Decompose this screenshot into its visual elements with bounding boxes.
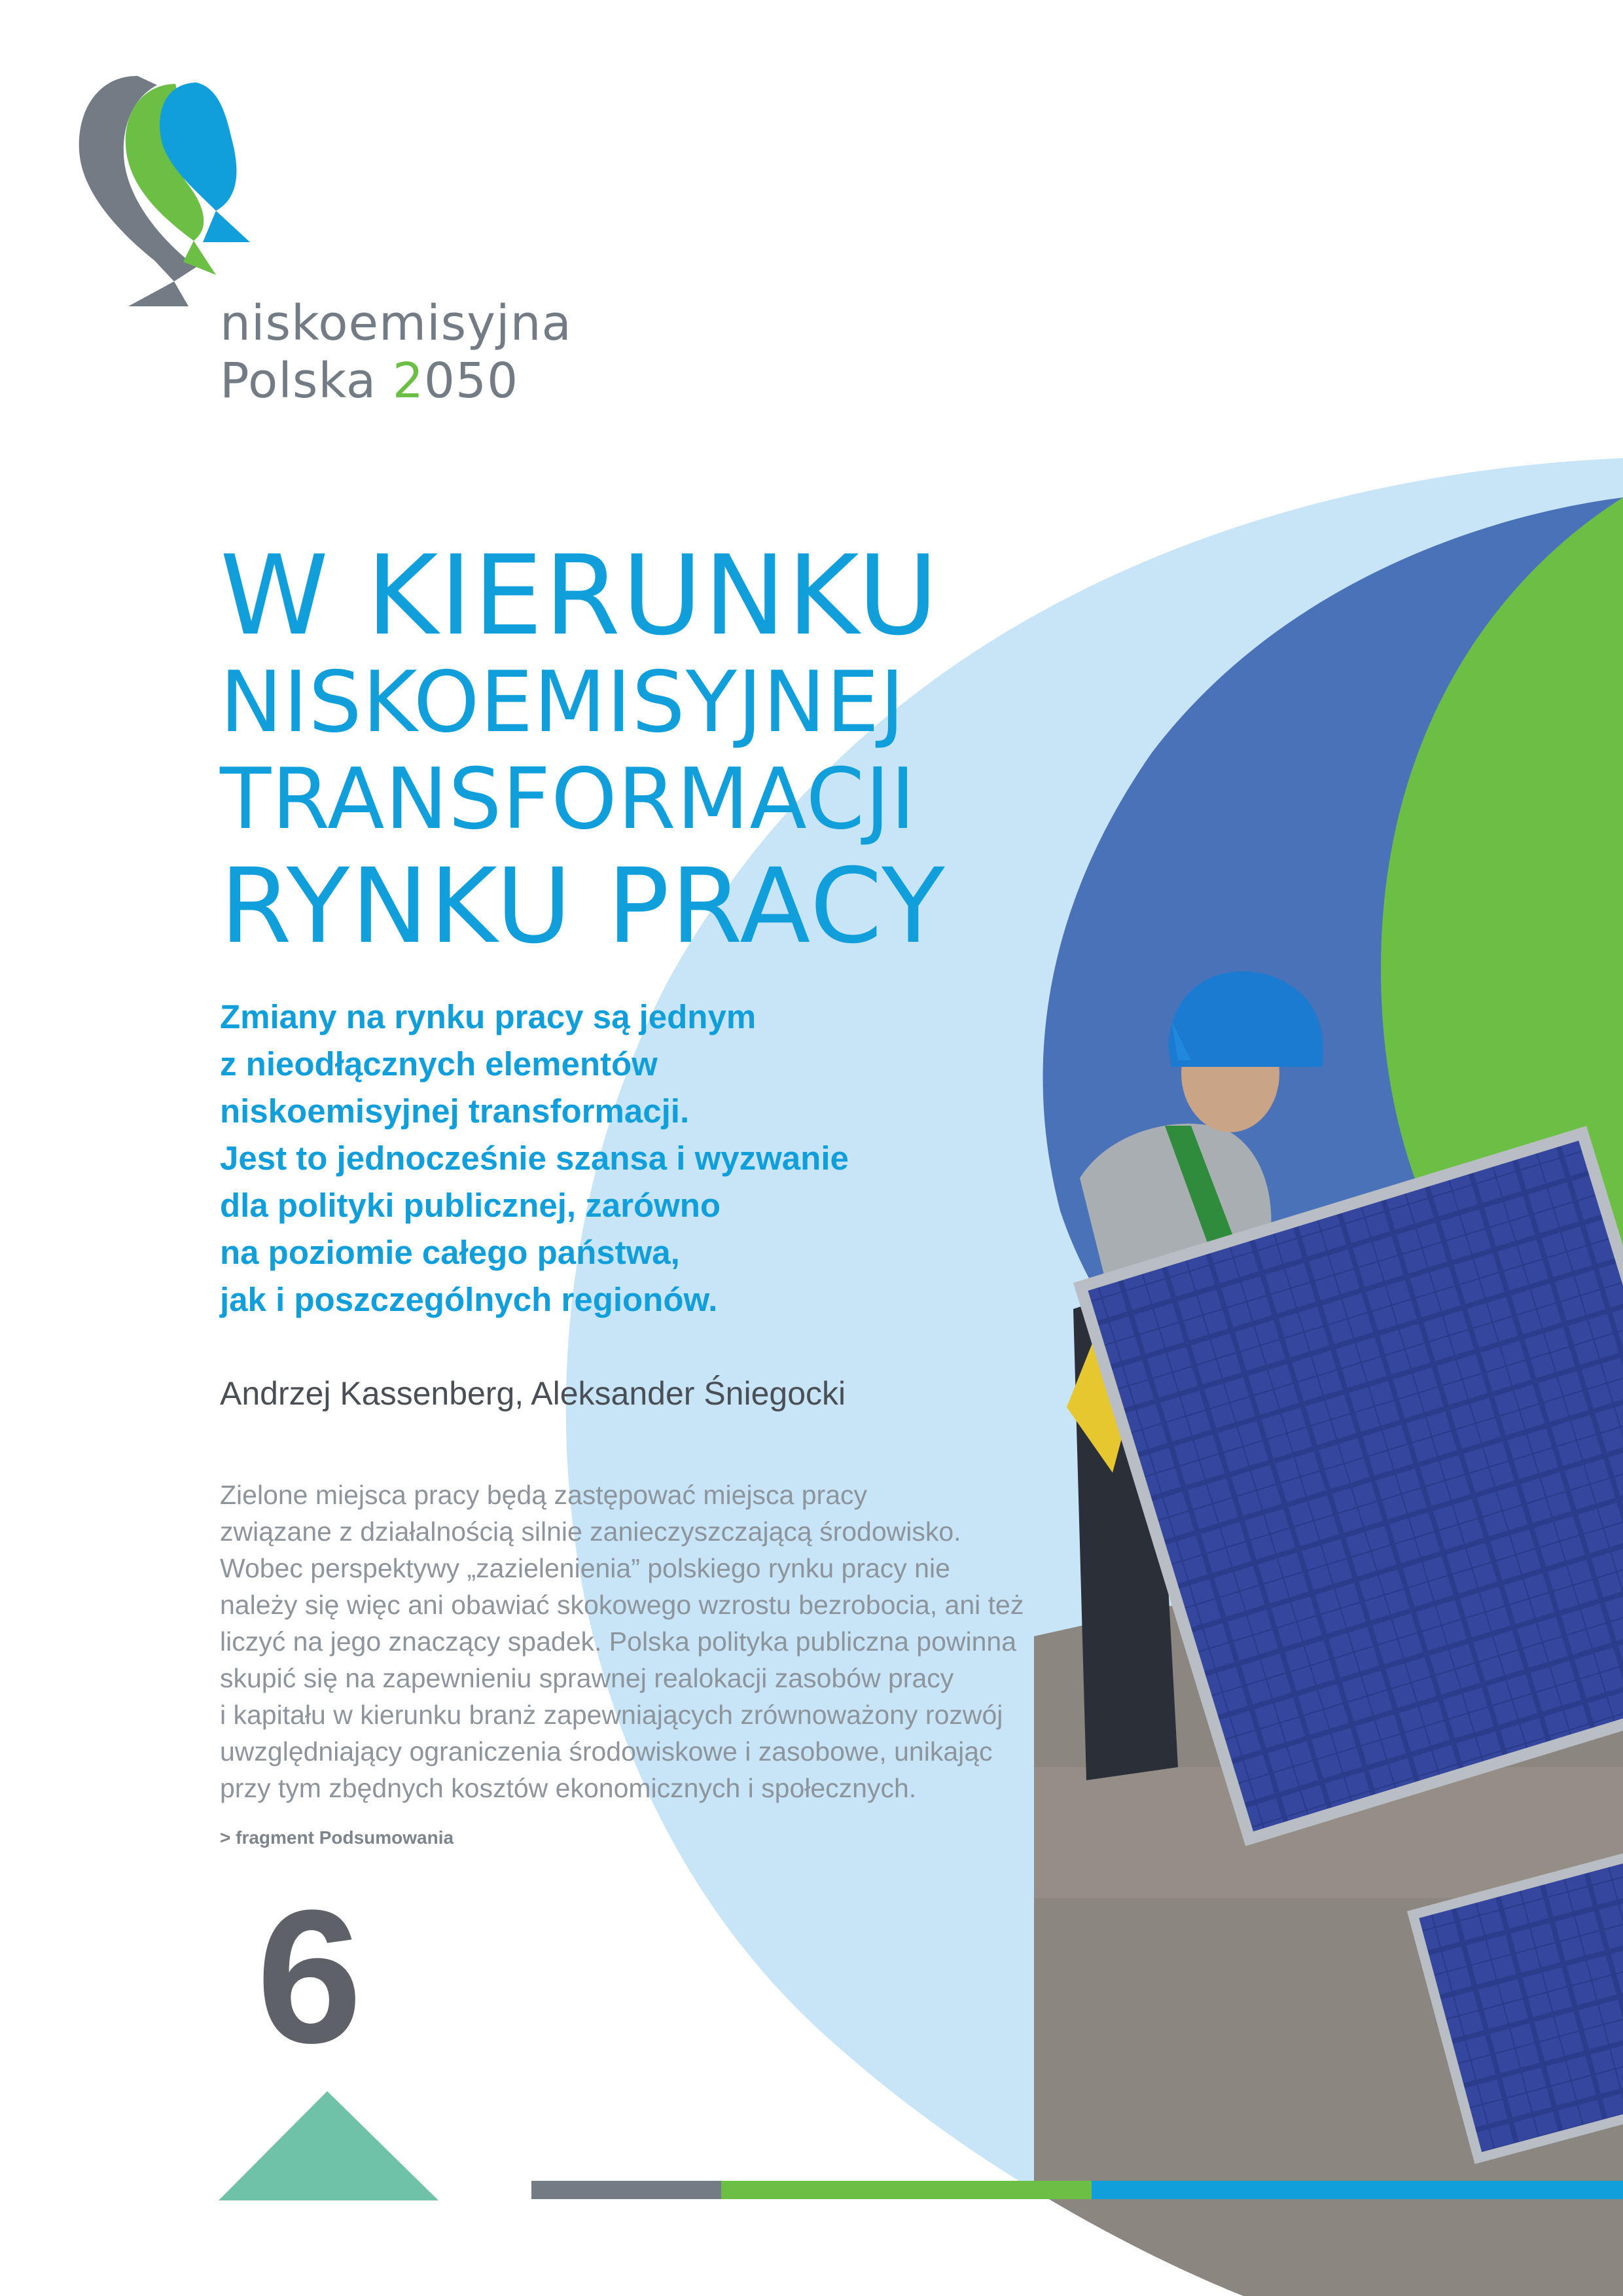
brand-wordmark (220, 295, 572, 410)
rule-gray (531, 2181, 721, 2199)
source-note: > fragment Podsumowania (220, 1827, 454, 1848)
brand-line-1: niskoemisyjna (220, 295, 572, 351)
brand-word: Polska (220, 353, 377, 409)
authors: Andrzej Kassenberg, Aleksander Śniegocki (220, 1375, 846, 1412)
triangle-marker-icon (219, 2091, 438, 2200)
title-line-4: RYNKU PRACY (220, 846, 946, 967)
brand-year-prefix: 2 (392, 353, 424, 409)
title-line-1: W KIERUNKU (220, 531, 940, 660)
rule-green (721, 2181, 1092, 2199)
brand-logo-icon (79, 76, 250, 306)
brand-line-2 (220, 352, 572, 410)
rule-blue (1092, 2181, 1623, 2199)
brand-year-suffix: 050 (423, 353, 519, 409)
lead-paragraph: Zmiany na rynku pracy są jednym z nieodłącznych elementów niskoemisyjnej transformacji. Jest to jednocześnie szansa i wyzwanie dla polityki publicznej, zarówno na poziomie całego państwa, jak i poszczególnych regionów. (220, 998, 849, 1318)
chapter-number: 6 (257, 1871, 363, 2083)
title-line-3: TRANSFORMACJI (220, 751, 916, 848)
body-paragraph: Zielone miejsca pracy będą zastępować miejsca pracy związane z działalnością silnie zanieczyszczającą środowisko. Wobec perspektywy „zazielenienia” polskiego rynku pracy nie należy się więc ani obawiać skokowego wzrostu bezrobocia, ani też liczyć na jego znaczący spadek. Polska polityka publiczna powinna skupić się na zapewnieniu sprawnej realokacji zasobów pracy i kapitału w kierunku branż zapewniających zrównoważony rozwój uwzględniający ograniczenia środowiskowe i zasobowe, unikając przy tym zbędnych kosztów ekonomicznych i społecznych. (220, 1480, 1024, 1803)
title-line-2: NISKOEMISYJNEJ (220, 654, 906, 751)
page-title (220, 531, 1136, 967)
